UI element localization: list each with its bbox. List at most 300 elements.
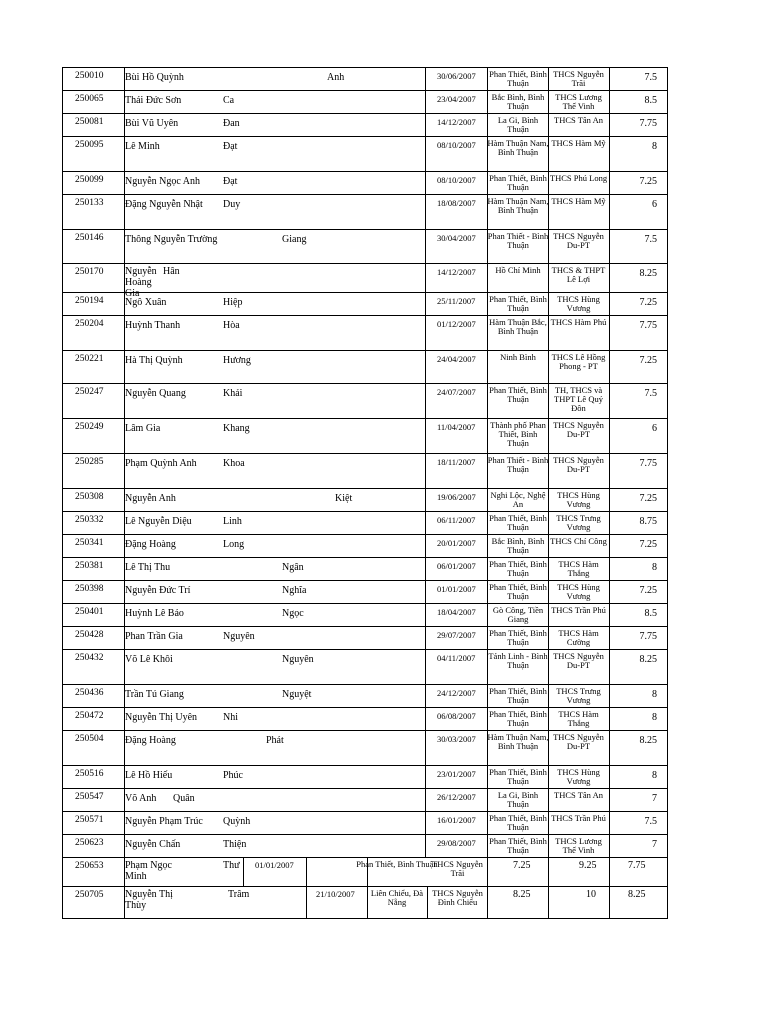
student-id: 250146	[75, 233, 104, 243]
table-row	[62, 684, 668, 707]
student-id: 250099	[75, 175, 104, 185]
table-row	[62, 626, 668, 649]
date-of-birth: 19/06/2007	[437, 492, 476, 502]
student-name: Lê Nguyễn Diệu	[125, 516, 192, 527]
birth-place: Hồ Chí Minh	[495, 265, 541, 275]
birth-place: Phan Thiết - Bình Thuận	[487, 231, 549, 250]
student-given-name: Nguyệt	[282, 689, 312, 700]
date-of-birth: 01/01/2007	[437, 584, 476, 594]
student-given-name: Hiệp	[223, 297, 243, 308]
column-divider	[609, 316, 610, 350]
score: 8.75	[639, 516, 657, 527]
column-divider	[609, 137, 610, 171]
birth-place: Hàm Thuận Bắc, Bình Thuận	[489, 317, 547, 336]
school-name: THCS Tân An	[554, 115, 603, 125]
student-id: 250547	[75, 792, 104, 802]
date-of-birth: 01/01/2007	[255, 860, 294, 870]
column-divider	[425, 685, 426, 707]
table-row	[62, 136, 668, 171]
school-name: THCS Nguyễn Du-PT	[553, 732, 604, 751]
student-name: Lê Minh	[125, 141, 160, 152]
score: 7	[652, 793, 657, 804]
student-id: 250170	[75, 267, 104, 277]
table-row	[62, 557, 668, 580]
date-of-birth: 14/12/2007	[437, 267, 476, 277]
birth-place: Phan Thiết - Bình Thuận	[487, 455, 549, 474]
birth-place: Phan Thiết, Bình Thuận	[489, 582, 547, 601]
school-name: THCS Hùng Vương	[557, 294, 600, 313]
column-divider	[425, 731, 426, 765]
school-name: THCS Nguyễn Trãi	[553, 69, 604, 88]
school-name: THCS Hàm Mỹ	[551, 196, 606, 206]
school-name: THCS Trưng Vương	[556, 686, 601, 705]
column-divider	[609, 708, 610, 730]
date-of-birth: 06/11/2007	[437, 515, 476, 525]
score: 8	[652, 712, 657, 723]
column-divider	[609, 604, 610, 626]
student-name: Nguyễn Thị Thùy	[125, 889, 173, 911]
table-row	[62, 649, 668, 684]
column-divider	[425, 137, 426, 171]
student-given-name: Đạt	[223, 176, 238, 187]
date-of-birth: 08/10/2007	[437, 175, 476, 185]
score: 6	[652, 423, 657, 434]
column-divider	[425, 68, 426, 90]
student-given-name: Khải	[223, 388, 243, 399]
table-row	[62, 113, 668, 136]
student-name: Phan Trần Gia	[125, 631, 183, 642]
score-2: 9.25	[579, 860, 597, 871]
score-2: 10	[586, 889, 596, 900]
score-3: 7.75	[628, 860, 646, 871]
birth-place: Ninh Bình	[500, 352, 536, 362]
birth-place: Phan Thiết, Bình Thuận	[356, 859, 438, 869]
column-divider	[609, 419, 610, 453]
school-name: THCS Nguyễn Trãi	[432, 859, 483, 878]
column-divider	[425, 650, 426, 684]
birth-place: Gò Công, Tiền Giang	[492, 605, 544, 624]
student-name: Thái Đức Sơn	[125, 95, 182, 106]
date-of-birth: 24/07/2007	[437, 387, 476, 397]
date-of-birth: 18/08/2007	[437, 198, 476, 208]
student-id: 250341	[75, 538, 104, 548]
score: 8	[652, 689, 657, 700]
student-name: Lê Hồ Hiếu	[125, 770, 173, 781]
student-given-name: Đạt	[223, 141, 238, 152]
table-row	[62, 488, 668, 511]
student-id: 250194	[75, 296, 104, 306]
school-name: THCS Hùng Vương	[557, 490, 600, 509]
score: 8	[652, 141, 657, 152]
student-given-name: Phúc	[223, 770, 243, 781]
table-row	[62, 90, 668, 113]
score: 7.5	[644, 388, 657, 399]
table-row	[62, 811, 668, 834]
student-name: Võ Lê Khôi	[125, 654, 173, 665]
student-name: Ngô Xuân	[125, 297, 167, 308]
school-name: TH, THCS và THPT Lê Quý Đôn	[554, 385, 603, 413]
school-name: THCS Trưng Vương	[556, 513, 601, 532]
table-row	[62, 292, 668, 315]
student-id: 250401	[75, 607, 104, 617]
score: 7.5	[644, 816, 657, 827]
column-divider	[425, 627, 426, 649]
school-name: THCS Tân An	[554, 790, 603, 800]
date-of-birth: 14/12/2007	[437, 117, 476, 127]
student-given-name: Đan	[223, 118, 240, 129]
column-divider	[425, 264, 426, 292]
column-divider	[609, 172, 610, 194]
table-row	[62, 67, 668, 90]
column-divider	[425, 293, 426, 315]
birth-place: Thành phố Phan Thiết, Bình Thuận	[490, 420, 546, 448]
school-name: THCS Hùng Vương	[557, 582, 600, 601]
birth-place: Hàm Thuận Nam, Bình Thuận	[487, 138, 549, 157]
student-name: Phạm Quỳnh Anh	[125, 458, 197, 469]
student-given-name: Duy	[223, 199, 241, 210]
student-id: 250081	[75, 117, 104, 127]
table-row	[62, 788, 668, 811]
student-name: Nguyễn Chấn	[125, 839, 181, 850]
score: 8	[652, 562, 657, 573]
score-1: 7.25	[513, 860, 531, 871]
school-name: THCS Hàm Mỹ	[551, 138, 606, 148]
column-divider	[609, 789, 610, 811]
column-divider	[548, 887, 549, 918]
column-divider	[425, 114, 426, 136]
column-divider	[425, 195, 426, 229]
table-row	[62, 730, 668, 765]
column-divider	[425, 316, 426, 350]
student-id: 250516	[75, 769, 104, 779]
student-id: 250010	[75, 71, 104, 81]
date-of-birth: 29/07/2007	[437, 630, 476, 640]
date-of-birth: 29/08/2007	[437, 838, 476, 848]
date-of-birth: 30/03/2007	[437, 734, 476, 744]
student-name: Huỳnh Lê Bảo	[125, 608, 184, 619]
student-given-name: Thư	[223, 860, 240, 871]
column-divider	[609, 230, 610, 263]
date-of-birth: 18/11/2007	[437, 457, 476, 467]
student-name: Nguyễn Thị Uyên	[125, 712, 198, 723]
date-of-birth: 25/11/2007	[437, 296, 476, 306]
column-divider	[609, 293, 610, 315]
column-divider	[609, 68, 610, 90]
student-given-name: Phát	[266, 735, 284, 746]
student-given-name: Nghĩa	[282, 585, 307, 596]
student-name: Thông Nguyễn Trường	[125, 234, 218, 245]
birth-place: Nghi Lộc, Nghệ An	[490, 490, 546, 509]
column-divider	[609, 264, 610, 292]
birth-place: Tánh Linh - Bình Thuận	[488, 651, 548, 670]
student-id: 250504	[75, 734, 104, 744]
score: 7.75	[639, 631, 657, 642]
column-divider	[609, 195, 610, 229]
student-given-name: Hân	[163, 266, 180, 277]
birth-place: Bắc Bình, Bình Thuận	[491, 536, 545, 555]
student-name: Nguyễn Quang	[125, 388, 186, 399]
column-divider	[425, 351, 426, 383]
student-given-name: Hòa	[223, 320, 240, 331]
table-row	[62, 263, 668, 299]
column-divider	[609, 731, 610, 765]
score: 7.75	[639, 458, 657, 469]
birth-place: La Gi, Bình Thuận	[497, 790, 539, 809]
date-of-birth: 08/10/2007	[437, 140, 476, 150]
student-given-name: Linh	[223, 516, 242, 527]
birth-place: Phan Thiết, Bình Thuận	[489, 836, 547, 855]
column-divider	[425, 604, 426, 626]
school-name: THCS Trần Phú	[551, 605, 606, 615]
birth-place: Phan Thiết, Bình Thuận	[489, 385, 547, 404]
score-3: 8.25	[628, 889, 646, 900]
student-id: 250428	[75, 630, 104, 640]
score: 7.25	[639, 355, 657, 366]
student-id: 250221	[75, 354, 104, 364]
school-name: THCS Lương Thế Vinh	[555, 836, 602, 855]
student-id: 250571	[75, 815, 104, 825]
column-divider	[609, 627, 610, 649]
student-name: Bùi Hồ Quỳnh	[125, 72, 184, 83]
student-given-name: Thiện	[223, 839, 247, 850]
column-divider	[609, 454, 610, 488]
table-row	[62, 194, 668, 229]
birth-place: Hàm Thuận Nam, Bình Thuận	[487, 196, 549, 215]
student-given-name: Ngọc	[282, 608, 304, 619]
table-row	[62, 603, 668, 626]
birth-place: Phan Thiết, Bình Thuận	[489, 767, 547, 786]
student-id: 250381	[75, 561, 104, 571]
student-id: 250332	[75, 515, 104, 525]
student-id: 250133	[75, 198, 104, 208]
student-id: 250398	[75, 584, 104, 594]
date-of-birth: 04/11/2007	[437, 653, 476, 663]
student-name: Võ Anh	[125, 793, 157, 804]
student-name: Nguyễn Hoàng Gia	[125, 266, 157, 299]
table-row	[62, 383, 668, 418]
school-name: THCS Chí Công	[550, 536, 607, 546]
date-of-birth: 26/12/2007	[437, 792, 476, 802]
school-name: THCS Nguyễn Du-PT	[553, 651, 604, 670]
student-given-name: Quân	[173, 793, 195, 804]
date-of-birth: 20/01/2007	[437, 538, 476, 548]
column-divider	[306, 887, 307, 918]
birth-place: Phan Thiết, Bình Thuận	[489, 69, 547, 88]
student-id: 250705	[75, 890, 104, 900]
student-name: Lâm Gia	[125, 423, 161, 434]
student-name: Hà Thị Quỳnh	[125, 355, 183, 366]
student-id: 250653	[75, 861, 104, 871]
score: 7.5	[644, 72, 657, 83]
student-name: Lê Thị Thu	[125, 562, 171, 573]
column-divider	[425, 489, 426, 511]
date-of-birth: 23/01/2007	[437, 769, 476, 779]
table-row	[62, 315, 668, 350]
score: 7	[652, 839, 657, 850]
column-divider	[609, 887, 610, 918]
table-row	[62, 171, 668, 194]
birth-place: Liên Chiểu, Đà Nẵng	[370, 888, 424, 907]
school-name: THCS Nguyễn Du-PT	[553, 420, 604, 439]
table-row	[62, 418, 668, 453]
student-id: 250432	[75, 653, 104, 663]
column-divider	[425, 91, 426, 113]
column-divider	[609, 512, 610, 534]
school-name: THCS Hàm Thắng	[558, 559, 599, 578]
column-divider	[425, 708, 426, 730]
column-divider	[425, 835, 426, 857]
student-given-name: Nhi	[223, 712, 238, 723]
school-name: THCS & THPT Lê Lợi	[551, 265, 606, 284]
table-row	[62, 834, 668, 857]
birth-place: Phan Thiết, Bình Thuận	[489, 686, 547, 705]
score: 7.25	[639, 297, 657, 308]
student-id: 250065	[75, 94, 104, 104]
date-of-birth: 06/01/2007	[437, 561, 476, 571]
column-divider	[243, 858, 244, 886]
student-id: 250247	[75, 387, 104, 397]
date-of-birth: 01/12/2007	[437, 319, 476, 329]
column-divider	[609, 384, 610, 418]
student-name: Huỳnh Thanh	[125, 320, 181, 331]
column-divider	[425, 812, 426, 834]
column-divider	[609, 114, 610, 136]
column-divider	[609, 558, 610, 580]
school-name: THCS Nguyễn Đình Chiểu	[432, 888, 483, 907]
score: 6	[652, 199, 657, 210]
column-divider	[609, 489, 610, 511]
date-of-birth: 16/01/2007	[437, 815, 476, 825]
student-name: Nguyễn Anh	[125, 493, 176, 504]
school-name: THCS Phú Long	[549, 173, 608, 183]
score: 7.75	[639, 118, 657, 129]
student-name: Nguyễn Đức Trí	[125, 585, 191, 596]
student-id: 250623	[75, 838, 104, 848]
date-of-birth: 24/04/2007	[437, 354, 476, 364]
date-of-birth: 30/06/2007	[437, 71, 476, 81]
score: 8.25	[639, 654, 657, 665]
date-of-birth: 24/12/2007	[437, 688, 476, 698]
table-row	[62, 886, 668, 919]
date-of-birth: 11/04/2007	[437, 422, 476, 432]
score: 8.5	[644, 608, 657, 619]
column-divider	[609, 766, 610, 788]
student-name: Đặng Hoàng	[125, 735, 176, 746]
student-id: 250308	[75, 492, 104, 502]
school-name: THCS Hàm Cường	[558, 628, 599, 647]
column-divider	[609, 835, 610, 857]
student-id: 250285	[75, 457, 104, 467]
school-name: THCS Lê Hồng Phong - PT	[551, 352, 606, 371]
student-given-name: Long	[223, 539, 245, 550]
student-name: Trần Tú Giang	[125, 689, 184, 700]
student-given-name: Trâm	[228, 889, 250, 900]
student-given-name: Anh	[327, 72, 345, 83]
table-row	[62, 765, 668, 788]
birth-place: Bắc Bình, Bình Thuận	[491, 92, 545, 111]
column-divider	[425, 172, 426, 194]
table-row	[62, 857, 668, 886]
birth-place: Phan Thiết, Bình Thuận	[489, 813, 547, 832]
student-given-name: Quỳnh	[223, 816, 251, 827]
table-row	[62, 229, 668, 263]
student-id: 250204	[75, 319, 104, 329]
student-name: Phạm Ngọc Minh	[125, 860, 172, 882]
birth-place: Phan Thiết, Bình Thuận	[489, 559, 547, 578]
score: 7.25	[639, 493, 657, 504]
date-of-birth: 18/04/2007	[437, 607, 476, 617]
score: 7.25	[639, 176, 657, 187]
school-name: THCS Hàm Phú	[550, 317, 607, 327]
student-id: 250249	[75, 422, 104, 432]
student-given-name: Giang	[282, 234, 307, 245]
student-given-name: Khoa	[223, 458, 245, 469]
date-of-birth: 23/04/2007	[437, 94, 476, 104]
table-row	[62, 534, 668, 557]
student-name: Bùi Vũ Uyên	[125, 118, 179, 129]
column-divider	[425, 766, 426, 788]
column-divider	[425, 230, 426, 263]
date-of-birth: 30/04/2007	[437, 233, 476, 243]
column-divider	[609, 650, 610, 684]
column-divider	[609, 858, 610, 886]
student-name: Đặng Hoàng	[125, 539, 176, 550]
score: 8.25	[639, 268, 657, 279]
column-divider	[609, 685, 610, 707]
score: 7.25	[639, 539, 657, 550]
column-divider	[609, 91, 610, 113]
table-row	[62, 511, 668, 534]
score: 8.5	[644, 95, 657, 106]
table-row	[62, 453, 668, 488]
student-id: 250436	[75, 688, 104, 698]
birth-place: Phan Thiết, Bình Thuận	[489, 173, 547, 192]
score: 8	[652, 770, 657, 781]
student-given-name: Ca	[223, 95, 235, 106]
student-name: Nguyễn Ngọc Anh	[125, 176, 200, 187]
school-name: THCS Lương Thế Vinh	[555, 92, 602, 111]
student-id: 250095	[75, 140, 104, 150]
column-divider	[425, 535, 426, 557]
score: 8.25	[639, 735, 657, 746]
student-given-name: Ngân	[282, 562, 304, 573]
column-divider	[425, 454, 426, 488]
column-divider	[425, 419, 426, 453]
student-given-name: Kiệt	[335, 493, 353, 504]
score: 7.25	[639, 585, 657, 596]
column-divider	[425, 581, 426, 603]
column-divider	[609, 351, 610, 383]
student-name: Nguyễn Phạm Trúc	[125, 816, 203, 827]
birth-place: Phan Thiết, Bình Thuận	[489, 513, 547, 532]
column-divider	[425, 512, 426, 534]
student-given-name: Nguyên	[282, 654, 314, 665]
school-name: THCS Hàm Thắng	[558, 709, 599, 728]
student-given-name: Nguyên	[223, 631, 255, 642]
column-divider	[548, 858, 549, 886]
birth-place: La Gi, Bình Thuận	[497, 115, 539, 134]
score-1: 8.25	[513, 889, 531, 900]
student-given-name: Khang	[223, 423, 250, 434]
birth-place: Hàm Thuận Nam, Bình Thuận	[487, 732, 549, 751]
column-divider	[609, 535, 610, 557]
school-name: THCS Nguyễn Du-PT	[553, 231, 604, 250]
date-of-birth: 06/08/2007	[437, 711, 476, 721]
student-given-name: Hương	[223, 355, 251, 366]
student-name: Đặng Nguyễn Nhật	[125, 199, 203, 210]
column-divider	[609, 812, 610, 834]
date-of-birth: 21/10/2007	[316, 889, 355, 899]
